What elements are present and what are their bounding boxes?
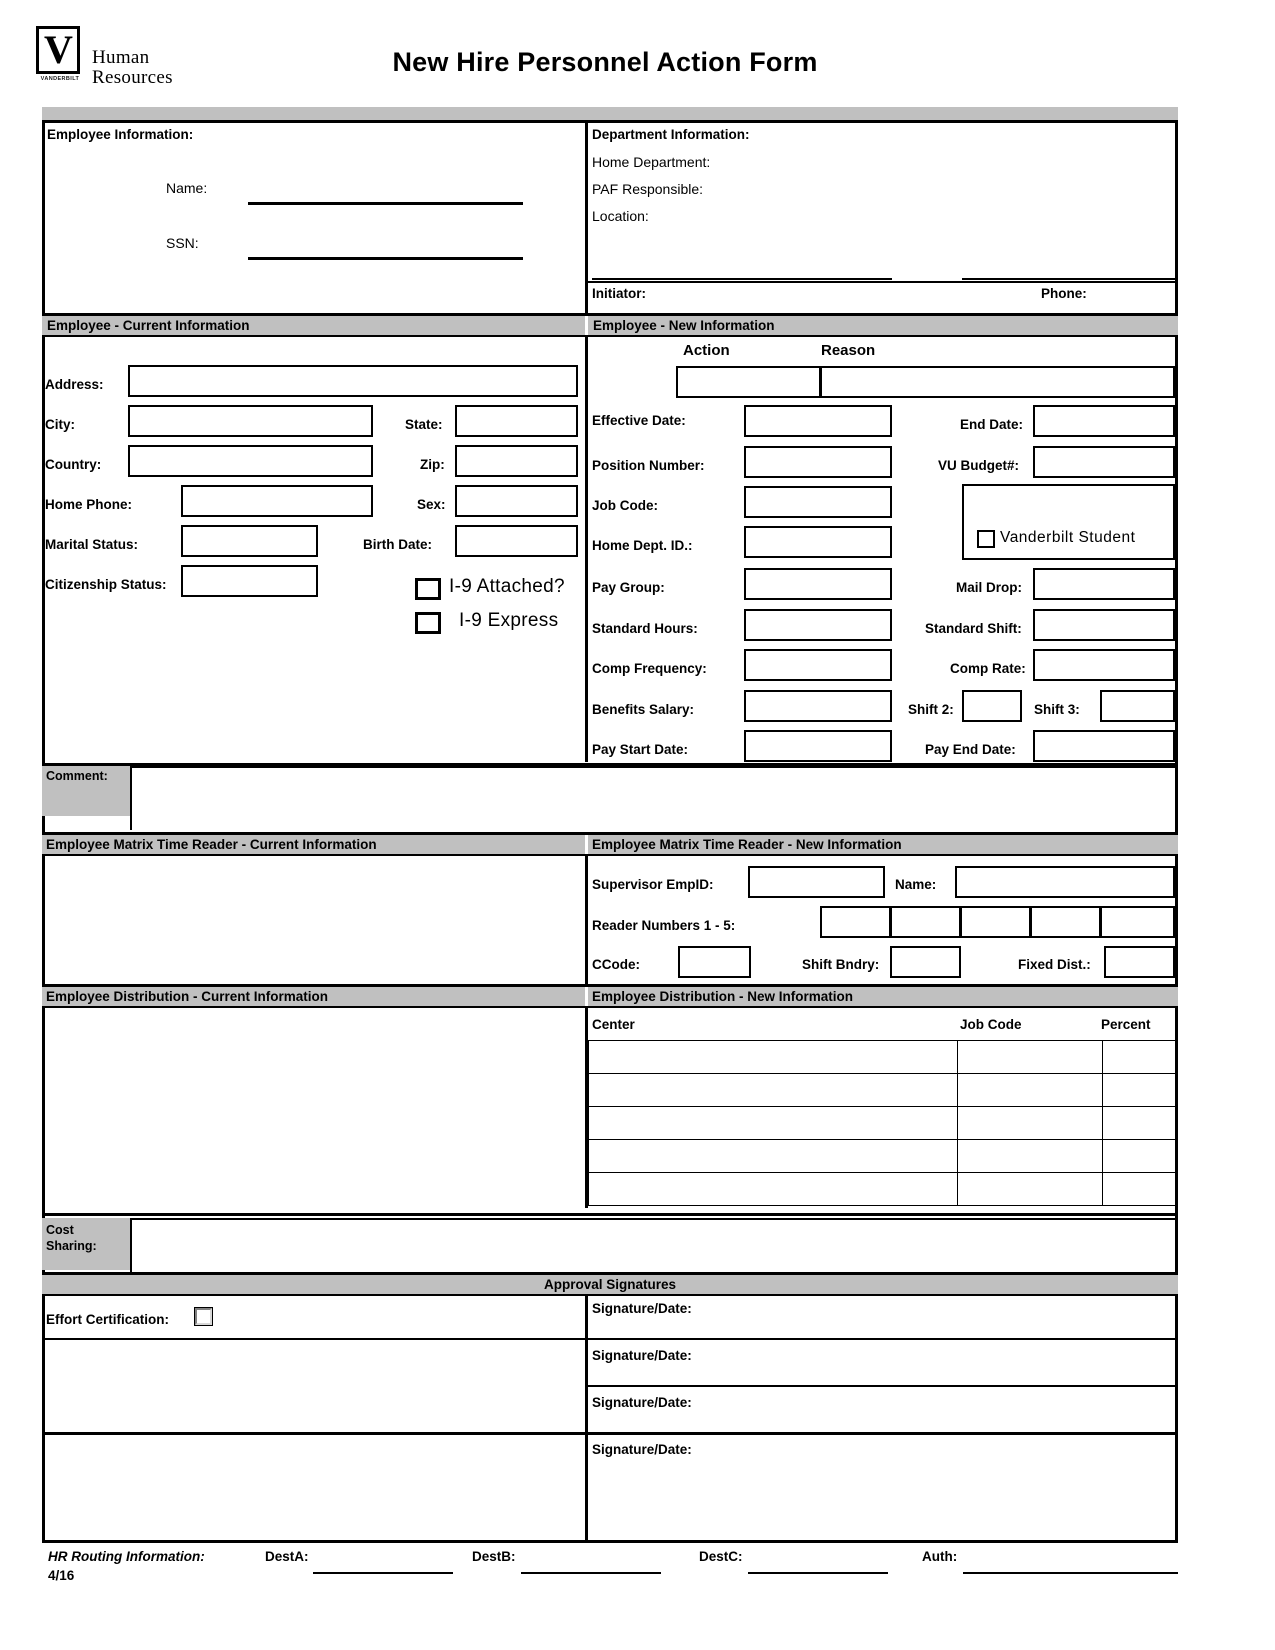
effort-certification-label: Effort Certification: bbox=[46, 1312, 169, 1327]
table-row[interactable] bbox=[588, 1106, 958, 1140]
cost-sharing-label-line2: Sharing: bbox=[46, 1239, 97, 1253]
table-row[interactable] bbox=[957, 1106, 1103, 1140]
home-dept-id-input[interactable] bbox=[744, 526, 892, 558]
page-title: New Hire Personnel Action Form bbox=[392, 47, 818, 77]
table-row[interactable] bbox=[588, 1073, 958, 1107]
comp-rate-label: Comp Rate: bbox=[950, 661, 1026, 676]
paf-responsible-label: PAF Responsible: bbox=[592, 181, 704, 197]
supervisor-empid-label: Supervisor EmpID: bbox=[592, 877, 714, 892]
sex-input[interactable] bbox=[455, 485, 578, 517]
reader-number-2-input[interactable] bbox=[890, 906, 961, 938]
job-code-input[interactable] bbox=[744, 486, 892, 518]
table-row[interactable] bbox=[1102, 1139, 1176, 1173]
citizenship-status-input[interactable] bbox=[181, 565, 318, 597]
marital-status-input[interactable] bbox=[181, 525, 318, 557]
form-bottom-rule bbox=[42, 1540, 1178, 1543]
logo-line-2: Resources bbox=[92, 67, 173, 88]
supervisor-name-input[interactable] bbox=[955, 866, 1175, 898]
vanderbilt-v-letter: V bbox=[44, 27, 72, 72]
standard-shift-label: Standard Shift: bbox=[925, 621, 1022, 636]
approval-left-block-1[interactable] bbox=[45, 1340, 585, 1430]
table-row[interactable] bbox=[957, 1139, 1103, 1173]
position-number-input[interactable] bbox=[744, 446, 892, 478]
pay-start-date-label: Pay Start Date: bbox=[592, 742, 689, 757]
distribution-col-jobcode: Job Code bbox=[960, 1017, 1022, 1032]
fixed-dist-input[interactable] bbox=[1104, 946, 1175, 978]
employee-information-heading: Employee Information: bbox=[47, 127, 194, 142]
reader-number-5-input[interactable] bbox=[1100, 906, 1175, 938]
i9-express-checkbox[interactable] bbox=[415, 612, 441, 634]
effective-date-input[interactable] bbox=[744, 405, 892, 437]
standard-shift-input[interactable] bbox=[1033, 609, 1175, 641]
country-input[interactable] bbox=[128, 445, 373, 477]
location-label: Location: bbox=[592, 208, 649, 224]
dest-b-input[interactable] bbox=[521, 1572, 661, 1574]
distribution-col-percent: Percent bbox=[1101, 1017, 1151, 1032]
auth-input[interactable] bbox=[963, 1572, 1178, 1574]
form-version: 4/16 bbox=[48, 1568, 75, 1583]
employee-ssn-label: SSN: bbox=[166, 235, 199, 251]
signature-date-input-2[interactable] bbox=[700, 1345, 1170, 1381]
signature-date-label-1: Signature/Date: bbox=[592, 1301, 692, 1316]
benefits-salary-label: Benefits Salary: bbox=[592, 702, 695, 717]
reader-number-1-input[interactable] bbox=[820, 906, 891, 938]
auth-label: Auth: bbox=[922, 1549, 958, 1564]
address-input[interactable] bbox=[128, 365, 578, 397]
table-row[interactable] bbox=[957, 1172, 1103, 1206]
distribution-col-center: Center bbox=[592, 1017, 635, 1032]
vanderbilt-student-group bbox=[962, 484, 1175, 560]
standard-hours-label: Standard Hours: bbox=[592, 621, 698, 636]
table-row[interactable] bbox=[957, 1073, 1103, 1107]
distribution-band-bottom-rule bbox=[42, 1006, 1178, 1008]
end-date-input[interactable] bbox=[1033, 405, 1175, 437]
dest-a-label: DestA: bbox=[265, 1549, 309, 1564]
shift2-input[interactable] bbox=[962, 690, 1022, 722]
reason-column-label: Reason bbox=[821, 342, 876, 359]
city-label: City: bbox=[45, 417, 75, 432]
shift2-label: Shift 2: bbox=[908, 702, 954, 717]
vanderbilt-student-label: Vanderbilt Student bbox=[1000, 529, 1136, 546]
supervisor-name-label: Name: bbox=[895, 877, 937, 892]
vu-budget-input[interactable] bbox=[1033, 446, 1175, 478]
home-dept-id-label: Home Dept. ID.: bbox=[592, 538, 693, 553]
employee-current-band-label: Employee - Current Information bbox=[47, 318, 250, 333]
initiator-label: Initiator: bbox=[592, 286, 646, 301]
cost-sharing-top-rule bbox=[42, 1213, 1178, 1216]
i9-attached-checkbox[interactable] bbox=[415, 578, 441, 600]
top-band bbox=[42, 107, 1178, 120]
home-department-label: Home Department: bbox=[592, 154, 711, 170]
position-number-label: Position Number: bbox=[592, 458, 705, 473]
frame-center-mid bbox=[585, 337, 588, 762]
vanderbilt-wordmark: VANDERBILT bbox=[40, 76, 80, 82]
comment-input[interactable] bbox=[132, 768, 1176, 828]
dest-c-input[interactable] bbox=[748, 1572, 888, 1574]
zip-input[interactable] bbox=[455, 445, 578, 477]
approval-left-block-2[interactable] bbox=[45, 1436, 585, 1506]
dest-a-input[interactable] bbox=[313, 1572, 453, 1574]
birth-date-label: Birth Date: bbox=[363, 537, 433, 552]
employee-name-input[interactable] bbox=[248, 202, 523, 205]
dest-c-label: DestC: bbox=[699, 1549, 743, 1564]
comp-frequency-input[interactable] bbox=[744, 649, 892, 681]
comp-rate-input[interactable] bbox=[1033, 649, 1175, 681]
state-label: State: bbox=[405, 417, 443, 432]
table-row[interactable] bbox=[588, 1172, 958, 1206]
effort-certification-checkbox[interactable] bbox=[195, 1308, 212, 1325]
action-column-label: Action bbox=[683, 342, 730, 359]
home-phone-label: Home Phone: bbox=[45, 497, 133, 512]
cost-sharing-label-line1: Cost bbox=[46, 1223, 74, 1237]
table-row[interactable] bbox=[1102, 1172, 1176, 1206]
mail-drop-label: Mail Drop: bbox=[956, 580, 1022, 595]
matrix-band-bottom-rule bbox=[42, 854, 1178, 856]
reader-numbers-label: Reader Numbers 1 - 5: bbox=[592, 918, 736, 933]
pay-group-input[interactable] bbox=[744, 568, 892, 600]
reason-input[interactable] bbox=[820, 366, 1175, 398]
signature-date-input-1[interactable] bbox=[700, 1298, 1170, 1334]
reader-number-3-input[interactable] bbox=[960, 906, 1031, 938]
comment-label: Comment: bbox=[46, 769, 108, 783]
city-input[interactable] bbox=[128, 405, 373, 437]
shift-bndry-label: Shift Bndry: bbox=[802, 957, 880, 972]
department-information-heading: Department Information: bbox=[592, 127, 750, 142]
signature-date-input-4[interactable] bbox=[700, 1439, 1170, 1475]
i9-attached-label: I-9 Attached? bbox=[449, 576, 565, 597]
matrix-current-band-label: Employee Matrix Time Reader - Current Information bbox=[46, 837, 377, 852]
phone-input[interactable] bbox=[962, 278, 1175, 280]
distribution-new-band-label: Employee Distribution - New Information bbox=[592, 989, 854, 1004]
citizenship-status-label: Citizenship Status: bbox=[45, 577, 167, 592]
initiator-input[interactable] bbox=[592, 278, 892, 280]
shift3-input[interactable] bbox=[1100, 690, 1175, 722]
section-band-bottom-rule bbox=[42, 335, 1178, 337]
employee-ssn-input[interactable] bbox=[248, 257, 523, 260]
shift-bndry-input[interactable] bbox=[890, 946, 961, 978]
employee-new-band-label: Employee - New Information bbox=[593, 318, 775, 333]
address-label: Address: bbox=[45, 377, 104, 392]
pay-end-date-input[interactable] bbox=[1033, 730, 1175, 762]
approval-left-rule-2 bbox=[42, 1432, 588, 1435]
home-phone-input[interactable] bbox=[181, 485, 373, 517]
action-input[interactable] bbox=[676, 366, 821, 398]
supervisor-empid-input[interactable] bbox=[748, 866, 885, 898]
i9-express-label: I-9 Express bbox=[459, 610, 559, 631]
signature-date-label-2: Signature/Date: bbox=[592, 1348, 692, 1363]
mail-drop-input[interactable] bbox=[1033, 568, 1175, 600]
cost-sharing-label bbox=[46, 1222, 97, 1254]
signature-row-rule-1 bbox=[588, 1338, 1178, 1340]
shift3-label: Shift 3: bbox=[1034, 702, 1080, 717]
fixed-dist-label: Fixed Dist.: bbox=[1018, 957, 1091, 972]
phone-label: Phone: bbox=[1041, 286, 1087, 301]
standard-hours-input[interactable] bbox=[744, 609, 892, 641]
frame-center-matrix bbox=[585, 856, 588, 984]
table-row[interactable] bbox=[588, 1040, 958, 1074]
table-row[interactable] bbox=[588, 1139, 958, 1173]
signature-date-label-3: Signature/Date: bbox=[592, 1395, 692, 1410]
signature-date-input-3[interactable] bbox=[700, 1392, 1170, 1428]
table-row[interactable] bbox=[957, 1040, 1103, 1074]
logo-line-1: Human bbox=[92, 47, 150, 68]
marital-status-label: Marital Status: bbox=[45, 537, 139, 552]
table-row[interactable] bbox=[1102, 1040, 1176, 1074]
pay-group-label: Pay Group: bbox=[592, 580, 665, 595]
dept-divider bbox=[585, 281, 1178, 283]
distribution-current-band-label: Employee Distribution - Current Information bbox=[46, 989, 329, 1004]
employee-name-label: Name: bbox=[166, 180, 208, 196]
signature-row-rule-2 bbox=[588, 1385, 1178, 1387]
reader-number-4-input[interactable] bbox=[1030, 906, 1101, 938]
signature-row-rule-3 bbox=[588, 1432, 1178, 1435]
cost-sharing-input[interactable] bbox=[132, 1220, 1176, 1270]
benefits-salary-input[interactable] bbox=[744, 690, 892, 722]
approval-band-label: Approval Signatures bbox=[543, 1277, 677, 1292]
page-header bbox=[0, 0, 1275, 100]
ccode-label: CCode: bbox=[592, 957, 640, 972]
ccode-input[interactable] bbox=[678, 946, 751, 978]
signature-date-label-4: Signature/Date: bbox=[592, 1442, 692, 1457]
sex-label: Sex: bbox=[417, 497, 446, 512]
state-input[interactable] bbox=[455, 405, 578, 437]
effective-date-label: Effective Date: bbox=[592, 413, 686, 428]
frame-center-top bbox=[585, 123, 588, 313]
birth-date-input[interactable] bbox=[455, 525, 578, 557]
approval-band-bottom-rule bbox=[42, 1294, 1178, 1296]
pay-start-date-input[interactable] bbox=[744, 730, 892, 762]
zip-label: Zip: bbox=[420, 457, 445, 472]
table-row[interactable] bbox=[1102, 1106, 1176, 1140]
frame-center-approval bbox=[585, 1296, 588, 1543]
dest-b-label: DestB: bbox=[472, 1549, 516, 1564]
matrix-new-band-label: Employee Matrix Time Reader - New Information bbox=[592, 837, 902, 852]
vanderbilt-student-checkbox[interactable] bbox=[977, 530, 995, 548]
vu-budget-label: VU Budget#: bbox=[938, 458, 1019, 473]
top-band-underline bbox=[42, 120, 1178, 123]
job-code-label: Job Code: bbox=[592, 498, 658, 513]
end-date-label: End Date: bbox=[960, 417, 1024, 432]
hr-routing-label: HR Routing Information: bbox=[48, 1549, 205, 1564]
table-row[interactable] bbox=[1102, 1073, 1176, 1107]
country-label: Country: bbox=[45, 457, 102, 472]
comp-frequency-label: Comp Frequency: bbox=[592, 661, 707, 676]
pay-end-date-label: Pay End Date: bbox=[925, 742, 1016, 757]
